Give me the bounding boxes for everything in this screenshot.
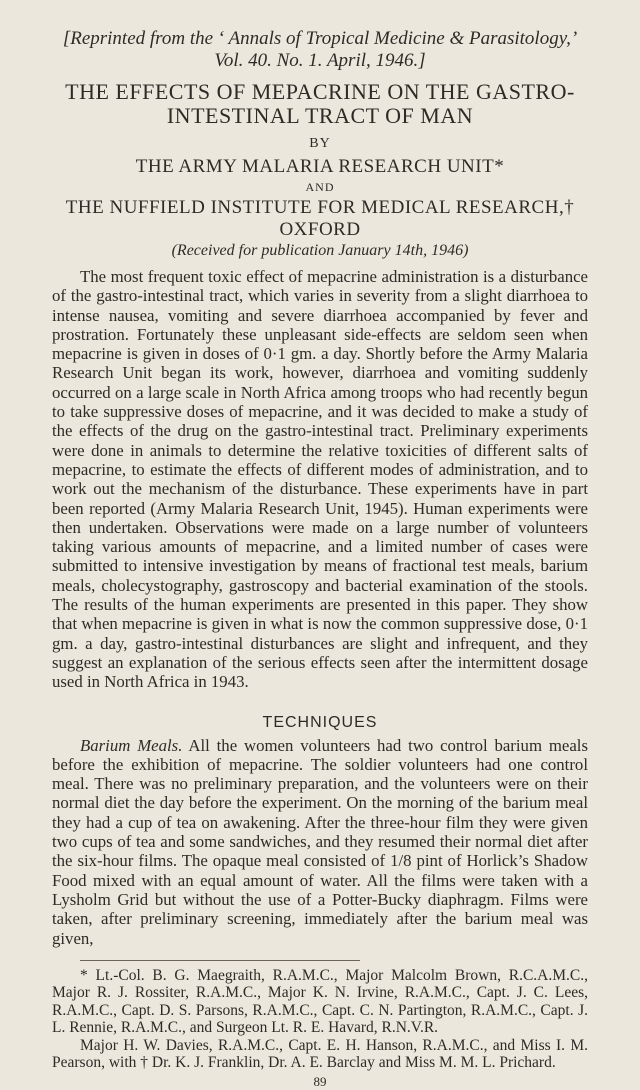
and-label: AND xyxy=(305,180,335,194)
article-title xyxy=(52,80,588,128)
section-heading-techniques: TECHNIQUES xyxy=(262,713,378,731)
reprint-notice xyxy=(52,28,588,72)
barium-meals-paragraph xyxy=(52,736,588,948)
title-line-1: THE EFFECTS OF MEPACRINE ON THE GASTRO- xyxy=(65,79,575,104)
barium-meals-lead: Barium Meals. xyxy=(80,735,183,755)
reprint-line-2: Vol. 40. No. 1. April, 1946.] xyxy=(214,50,426,71)
received-date: (Received for publication January 14th, 1946) xyxy=(171,242,469,259)
page-number: 89 xyxy=(313,1073,327,1089)
footnote-divider xyxy=(80,960,360,961)
barium-meals-text: All the women volunteers had two control barium meals before the exhibition of mepacrine. The soldier volunteers had one control meal. There was no preliminary preparation, and the volunteers were on their normal diet the day before the experiment. On the morning of the barium meal they had a cup of tea on awakening. After the three-hour film they were given two cups of tea and some sandwiches, and they resumed their normal diet after the six-hour films. The opaque meal consisted of 1/8 pint of Horlick’s Shadow Food mixed with an equal amount of water. All the films were taken with a Lysholm Grid but without the use of a Potter-Bucky diaphragm. Films were taken, after preliminary screening, immediately after the barium meal was given, xyxy=(52,735,588,948)
author-nuffield-institute: THE NUFFIELD INSTITUTE FOR MEDICAL RESEARCH,† OXFORD xyxy=(65,197,575,240)
title-line-2: INTESTINAL TRACT OF MAN xyxy=(166,103,474,128)
author-army-unit: THE ARMY MALARIA RESEARCH UNIT* xyxy=(135,156,505,177)
by-label: BY xyxy=(309,136,331,151)
footnote-1: * Lt.-Col. B. G. Maegraith, R.A.M.C., Major Malcolm Brown, R.C.A.M.C., Major R. J. Rossiter, R.A.M.C., Major K. N. Irvine, R.A.M.C., Capt. J. C. Lees, R.A.M.C., Capt. D. S. Parsons, R.A.M.C., Capt. C. N. Partington, R.A.M.C., Capt. J. L. Rennie, R.A.M.C., and Surgeon Lt. R. E. Havard, R.N.V.R. xyxy=(52,966,588,1037)
footnote-2: Major H. W. Davies, R.A.M.C., Capt. E. H. Hanson, R.A.M.C., and Miss I. M. Pearson, with † Dr. K. J. Franklin, Dr. A. E. Barclay and Miss M. M. L. Prichard. xyxy=(52,1036,588,1072)
reprint-line-1: [Reprinted from the ‘ Annals of Tropical Medicine & Parasitology,’ xyxy=(62,28,578,49)
intro-paragraph: The most frequent toxic effect of mepacrine administration is a disturbance of the gastro-intestinal tract, which varies in severity from a slight diarrhoea to intense nausea, vomiting and severe diarrhoea accompanied by fever and prostration. Fortunately these unpleasant side-effects are seldom seen when mepacrine is given in doses of 0·1 gm. a day. Shortly before the Army Malaria Research Unit began its work, however, diarrhoea and vomiting suddenly occurred on a large scale in North Africa among troops who had recently begun to take suppressive doses of mepacrine, and it was decided to make a study of the effects of the drug on the gastro-intestinal tract. Preliminary experiments were done in animals to determine the relative toxicities of different salts of mepacrine, to estimate the effects of different modes of administration, and to work out the mechanism of the disturbance. These experiments have in part been reported (Army Malaria Research Unit, 1945). Human experiments were then undertaken. Observations were made on a large number of volunteers taking various amounts of mepacrine, and a limited number of cases were submitted to intensive investigation by means of fractional test meals, barium meals, cholecystography, gastroscopy and bacterial examination of the stools. The results of the human experiments are presented in this paper. They show that when mepacrine is given in what is now the common suppressive dose, 0·1 gm. a day, gastro-intestinal disturbances are slight and infrequent, and they suggest an explanation of the serious effects seen after the intermittent dosage used in North Africa in 1943. xyxy=(52,267,588,692)
